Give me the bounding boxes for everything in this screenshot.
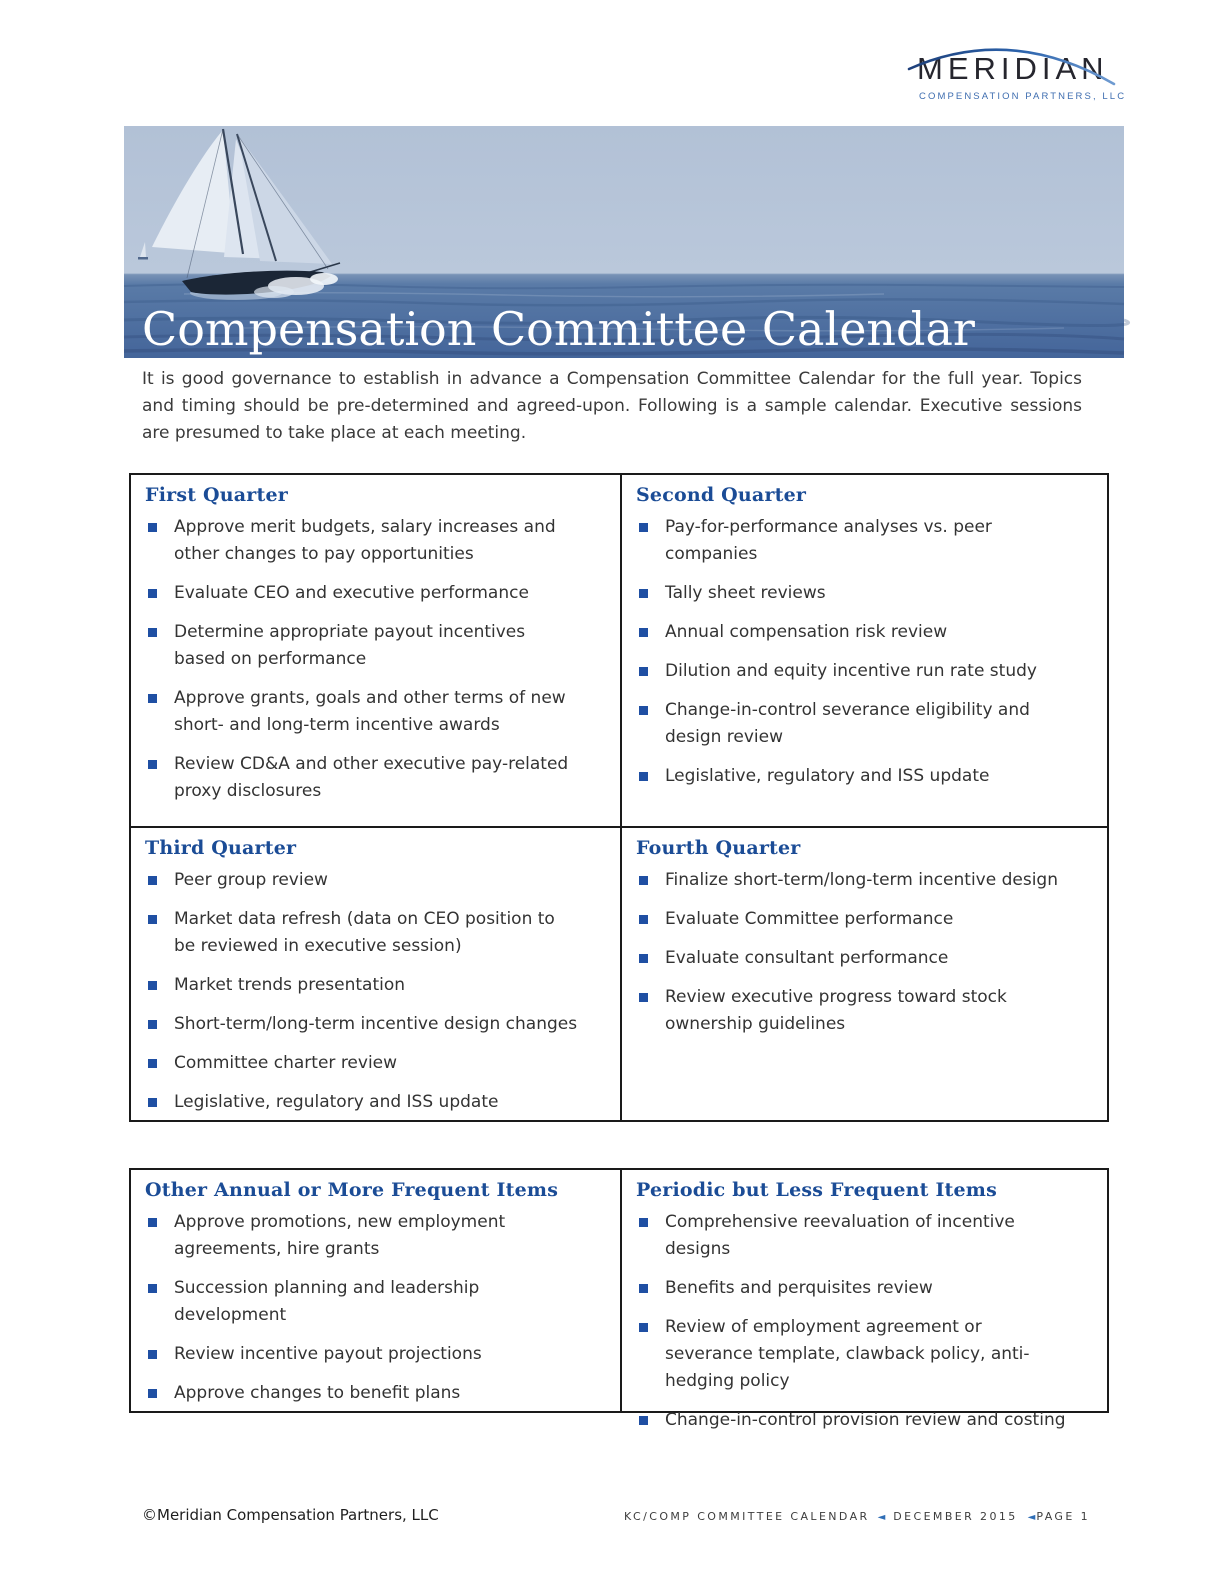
list-item-text: Review executive progress toward stock ownership guidelines (665, 987, 1007, 1034)
other-items-table (129, 1168, 1109, 1430)
square-bullet-icon (639, 1218, 648, 1227)
square-bullet-icon (639, 628, 648, 637)
cell-second-quarter (620, 475, 1107, 826)
list-item (636, 763, 1070, 790)
meridian-logo (895, 36, 1125, 114)
list-item (145, 580, 579, 607)
section-heading: Fourth Quarter (636, 837, 801, 859)
item-list (145, 1209, 579, 1407)
list-item-text: Evaluate consultant performance (665, 948, 949, 968)
square-bullet-icon (148, 628, 157, 637)
square-bullet-icon (148, 589, 157, 598)
list-item (636, 514, 1070, 568)
list-item-text: Pay-for-performance analyses vs. peer companies (665, 517, 992, 564)
square-bullet-icon (148, 1059, 157, 1068)
list-item-text: Review incentive payout projections (174, 1344, 482, 1364)
list-item-text: Approve grants, goals and other terms of new short- and long-term incentive awards (174, 688, 566, 735)
footer-date: DECEMBER 2015 (893, 1510, 1018, 1523)
list-item-text: Annual compensation risk review (665, 622, 948, 642)
section-heading: Other Annual or More Frequent Items (145, 1179, 559, 1201)
list-item-text: Dilution and equity incentive run rate study (665, 661, 1037, 681)
list-item (145, 751, 579, 805)
list-item-text: Legislative, regulatory and ISS update (174, 1092, 499, 1112)
item-list (145, 867, 579, 1116)
list-item-text: Market trends presentation (174, 975, 406, 995)
list-item (145, 972, 579, 999)
list-item (145, 1380, 579, 1407)
square-bullet-icon (639, 667, 648, 676)
list-item-text: Benefits and perquisites review (665, 1278, 933, 1298)
item-list (636, 514, 1070, 790)
square-bullet-icon (148, 1218, 157, 1227)
logo-wordmark: MERIDIAN (917, 51, 1109, 86)
list-item-text: Succession planning and leadership development (174, 1278, 480, 1325)
list-item (145, 1341, 579, 1368)
cell-periodic-items (620, 1170, 1107, 1430)
list-item (145, 1089, 579, 1116)
square-bullet-icon (148, 694, 157, 703)
item-list (145, 514, 579, 805)
list-item-text: Legislative, regulatory and ISS update (665, 766, 990, 786)
section-heading: Periodic but Less Frequent Items (636, 1179, 997, 1201)
page-title: Compensation Committee Calendar (142, 302, 975, 356)
left-triangle-icon: ◄ (1027, 1512, 1036, 1523)
list-item-text: Approve merit budgets, salary increases and other changes to pay opportunities (174, 517, 556, 564)
quarterly-calendar-table (129, 473, 1109, 1122)
square-bullet-icon (639, 772, 648, 781)
list-item (145, 685, 579, 739)
section-heading: Third Quarter (145, 837, 297, 859)
list-item (145, 906, 579, 960)
square-bullet-icon (639, 523, 648, 532)
list-item-text: Review of employment agreement or severance template, clawback policy, anti-hedging policy (665, 1317, 1030, 1391)
list-item-text: Evaluate CEO and executive performance (174, 583, 529, 603)
list-item (636, 1209, 1070, 1263)
list-item (145, 1209, 579, 1263)
list-item (636, 658, 1070, 685)
list-item-text: Determine appropriate payout incentives based on performance (174, 622, 526, 669)
square-bullet-icon (639, 1323, 648, 1332)
left-triangle-icon: ◄ (877, 1512, 886, 1523)
cell-fourth-quarter (620, 826, 1107, 1120)
list-item (636, 984, 1070, 1038)
square-bullet-icon (639, 706, 648, 715)
list-item (636, 580, 1070, 607)
footer-page-number: PAGE 1 (1036, 1510, 1090, 1523)
list-item (636, 867, 1070, 894)
list-item (636, 697, 1070, 751)
list-item (636, 1407, 1070, 1434)
square-bullet-icon (639, 1284, 648, 1293)
list-item-text: Change-in-control provision review and costing (665, 1410, 1066, 1430)
list-item (636, 619, 1070, 646)
cell-other-annual-items (131, 1170, 620, 1411)
square-bullet-icon (148, 760, 157, 769)
list-item-text: Evaluate Committee performance (665, 909, 954, 929)
list-item-text: Comprehensive reevaluation of incentive designs (665, 1212, 1015, 1259)
list-item-text: Short-term/long-term incentive design changes (174, 1014, 578, 1034)
square-bullet-icon (148, 1020, 157, 1029)
square-bullet-icon (148, 1350, 157, 1359)
list-item-text: Approve promotions, new employment agreements, hire grants (174, 1212, 506, 1259)
list-item (636, 1275, 1070, 1302)
square-bullet-icon (148, 1098, 157, 1107)
list-item (636, 945, 1070, 972)
list-item-text: Market data refresh (data on CEO position to be reviewed in executive session) (174, 909, 555, 956)
square-bullet-icon (639, 589, 648, 598)
banner (124, 126, 1124, 358)
item-list (636, 867, 1070, 1038)
logo-tagline: COMPENSATION PARTNERS, LLC (919, 91, 1127, 102)
list-item (145, 867, 579, 894)
cell-first-quarter (131, 475, 620, 826)
section-heading: First Quarter (145, 484, 288, 506)
copyright-text: ©Meridian Compensation Partners, LLC (142, 1506, 439, 1524)
list-item-text: Tally sheet reviews (665, 583, 826, 603)
list-item-text: Peer group review (174, 870, 328, 890)
square-bullet-icon (148, 981, 157, 990)
square-bullet-icon (148, 1389, 157, 1398)
list-item (636, 906, 1070, 933)
list-item (145, 1011, 579, 1038)
square-bullet-icon (148, 1284, 157, 1293)
footer-reference (624, 1510, 1090, 1523)
list-item-text: Finalize short-term/long-term incentive design (665, 870, 1059, 890)
square-bullet-icon (639, 915, 648, 924)
item-list (636, 1209, 1070, 1434)
square-bullet-icon (639, 993, 648, 1002)
list-item (145, 1050, 579, 1077)
square-bullet-icon (148, 523, 157, 532)
doc-ref-text: KC/COMP COMMITTEE CALENDAR (624, 1510, 870, 1523)
cell-third-quarter (131, 826, 620, 1120)
list-item-text: Committee charter review (174, 1053, 398, 1073)
square-bullet-icon (148, 915, 157, 924)
square-bullet-icon (639, 1416, 648, 1425)
list-item (145, 619, 579, 673)
list-item (145, 514, 579, 568)
list-item (145, 1275, 579, 1329)
section-heading: Second Quarter (636, 484, 807, 506)
list-item-text: Review CD&A and other executive pay-related proxy disclosures (174, 754, 569, 801)
intro-paragraph: It is good governance to establish in advance a Compensation Committee Calendar for the full year. Topics and timing should be pre-determined and agreed-upon. Following is a sample calendar. Executive sessions are presumed to take place at each meeting. (142, 369, 1082, 443)
list-item-text: Approve changes to benefit plans (174, 1383, 461, 1403)
square-bullet-icon (639, 876, 648, 885)
list-item-text: Change-in-control severance eligibility and design review (665, 700, 1030, 747)
square-bullet-icon (639, 954, 648, 963)
square-bullet-icon (148, 876, 157, 885)
list-item (636, 1314, 1070, 1395)
